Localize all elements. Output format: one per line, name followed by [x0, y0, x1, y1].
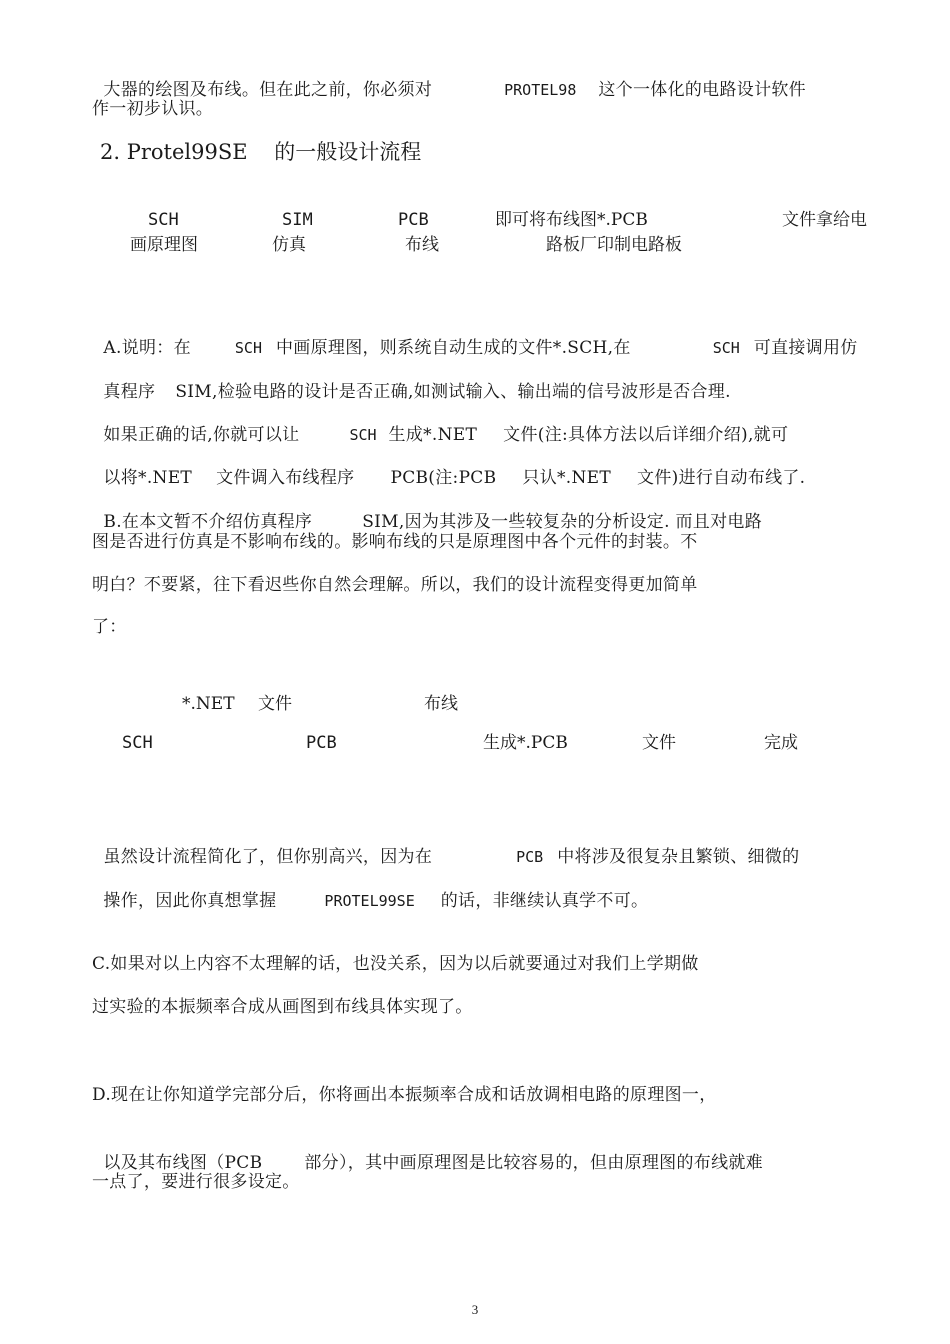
text: 的话，非继续认真学不可。 — [440, 891, 649, 911]
para-d-line-1: C.如果对以上内容不太理解的话，也没关系，因为以后就要通过对我们上学期做 — [92, 954, 699, 974]
para-e-line-2 — [92, 1127, 763, 1175]
text: 生成*.NET — [388, 425, 478, 445]
text: 以及其布线图（PCB — [103, 1153, 263, 1173]
flow1-pcb-sub: 布线 — [405, 235, 439, 255]
para-a-line-4 — [92, 442, 805, 490]
page-number: 3 — [471, 1302, 479, 1317]
text: B.在本文暂不介绍仿真程序 — [103, 512, 313, 532]
term: SCH — [234, 339, 262, 357]
software-name: PROTEL98 — [504, 81, 577, 99]
flow2-route: 布线 — [424, 694, 458, 714]
term: SCH — [712, 339, 740, 357]
para-b-line-1 — [92, 486, 762, 534]
text: 中画原理图，则系统自动生成的文件*.SCH,在 — [276, 338, 631, 358]
text: 部分），其中画原理图是比较容易的，但由原理图的布线就难 — [304, 1153, 763, 1173]
section-heading: 2. Protel99SE 的一般设计流程 — [100, 140, 422, 164]
para-e-line-3: 一点了，要进行很多设定。 — [92, 1172, 300, 1192]
intro-line-1 — [92, 54, 806, 102]
flow1-sch: SCH — [148, 210, 179, 230]
flow2-net-file: 文件 — [258, 694, 292, 714]
text: 只认*.NET — [522, 468, 612, 488]
text: SIM,因为其涉及一些较复杂的分析设定. 而且对电路 — [362, 512, 762, 532]
text: 以将*.NET — [103, 468, 193, 488]
text: 可直接调用仿 — [753, 338, 858, 358]
term: PCB — [516, 848, 544, 866]
text: 文件(注:具体方法以后详细介绍),就可 — [503, 425, 789, 445]
flow2-done: 完成 — [764, 733, 798, 753]
para-b-line-4: 了： — [92, 617, 127, 637]
para-c-line-1 — [92, 821, 799, 869]
text: 这个一体化的电路设计软件 — [598, 80, 806, 100]
flow2-pcb: PCB — [306, 733, 337, 753]
text: 真程序 — [103, 382, 156, 402]
para-b-line-2: 图是否进行仿真是不影响布线的。影响布线的只是原理图中各个元件的封装。不 — [92, 532, 698, 552]
term: PROTEL99SE — [324, 892, 415, 910]
flow1-pcb: PCB — [398, 210, 429, 230]
para-a-line-1 — [92, 312, 858, 360]
flow1-step4: 即可将布线图*.PCB — [495, 210, 648, 230]
flow2-net: *.NET — [182, 694, 235, 714]
flow1-step4-sub: 路板厂印制电路板 — [546, 235, 682, 255]
text: 操作，因此你真想掌握 — [103, 891, 277, 911]
para-e-line-1: D.现在让你知道学完部分后，你将画出本振频率合成和话放调相电路的原理图一， — [92, 1085, 717, 1105]
flow2-sch: SCH — [122, 733, 153, 753]
para-c-line-2 — [92, 865, 648, 913]
text: SIM,检验电路的设计是否正确,如测试输入、输出端的信号波形是否合理. — [175, 382, 731, 402]
text: 大器的绘图及布线。但在此之前，你必须对 — [103, 80, 433, 100]
text: 文件调入布线程序 — [216, 468, 355, 488]
text: 虽然设计流程简化了，但你别高兴，因为在 — [103, 847, 433, 867]
para-d-line-2: 过实验的本振频率合成从画图到布线具体实现了。 — [92, 997, 473, 1017]
text: PCB(注:PCB — [390, 468, 497, 488]
para-b-line-3: 明白？不要紧，往下看迟些你自然会理解。所以，我们的设计流程变得更加简单 — [92, 575, 698, 595]
flow1-sim: SIM — [282, 210, 313, 230]
text: A.说明：在 — [103, 338, 191, 358]
flow1-step5: 文件拿给电 — [782, 210, 867, 230]
intro-line-2: 作一初步认识。 — [92, 99, 214, 119]
text: 中将涉及很复杂且繁锁、细微的 — [557, 847, 800, 867]
text: 文件)进行自动布线了. — [637, 468, 806, 488]
flow2-file: 文件 — [642, 733, 676, 753]
flow1-sim-sub: 仿真 — [272, 235, 306, 255]
text: 如果正确的话,你就可以让 — [103, 425, 300, 445]
para-a-line-2 — [92, 356, 731, 404]
para-a-line-3 — [92, 399, 788, 447]
term: SCH — [349, 426, 377, 444]
flow2-gen: 生成*.PCB — [483, 733, 568, 753]
flow1-sch-sub: 画原理图 — [130, 235, 198, 255]
